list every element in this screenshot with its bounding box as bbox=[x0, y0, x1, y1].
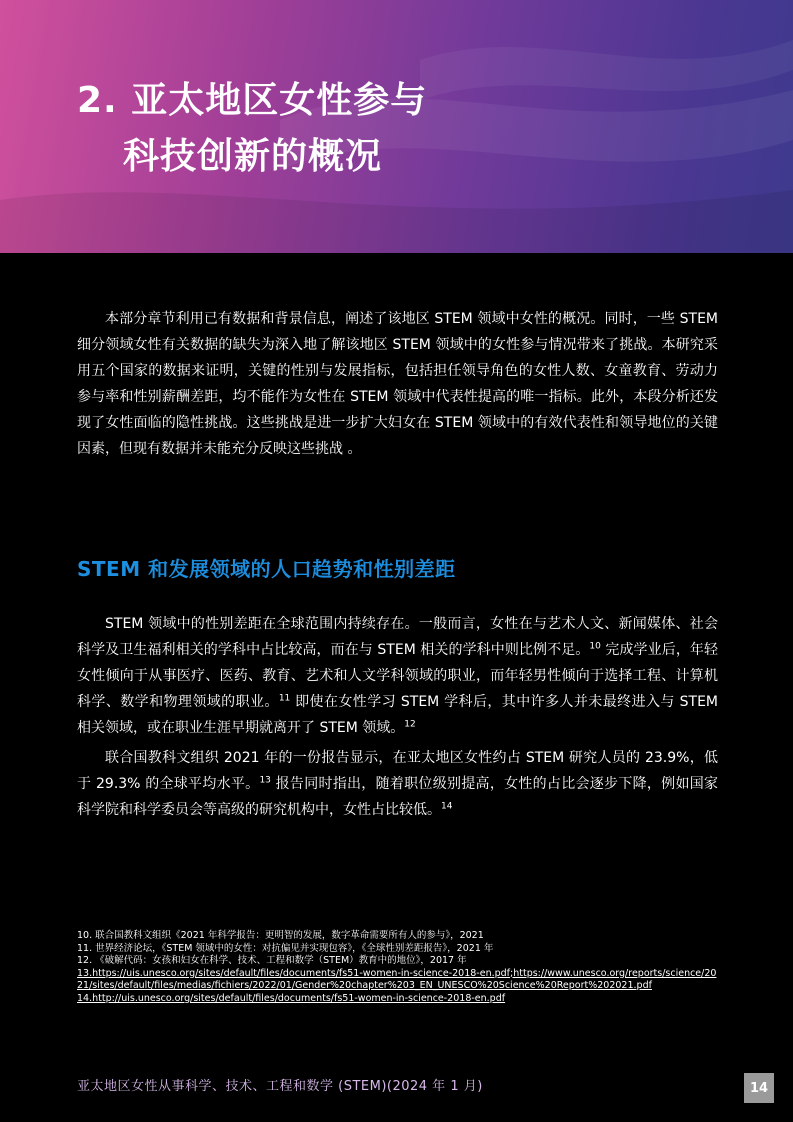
body-p2-text-a: 联合国教科文组织 2021 年的一份报告显示，在亚太地区女性约占 STEM 研究人员的 23.9%，低于 29.3% 的全球平均水平。 bbox=[77, 750, 718, 792]
body-paragraph-2 bbox=[77, 745, 718, 823]
body-p1-text-b: 完成学业后，年轻女性倾向于从事医疗、医药、教育、艺术和人文学科领域的职业，而年轻男性倾向于选择工程、计算机科学、数学和物理领域的职业。 bbox=[77, 642, 719, 710]
footnote-ref-12: 12 bbox=[404, 719, 416, 730]
footnote-14-link[interactable]: 14.http://uis.unesco.org/sites/default/files/documents/fs51-women-in-science-2018-en.pdf bbox=[77, 992, 506, 1004]
page-title-line1: 2. 亚太地区女性参与 bbox=[77, 80, 428, 121]
footnote-ref-11: 11 bbox=[278, 693, 291, 704]
footnote-11: 11. 世界经济论坛，《STEM 领域中的女性：对抗偏见并实现包容》，《全球性别差距报告》，2021 年 bbox=[77, 942, 494, 954]
page-title-line2: 科技创新的概况 bbox=[123, 136, 383, 177]
body-paragraph-1 bbox=[77, 611, 718, 741]
footer-document-title: 亚太地区女性从事科学、技术、工程和数学 (STEM)(2024 年 1 月) bbox=[77, 1079, 483, 1094]
header-banner bbox=[0, 0, 793, 253]
body-p2-text-b: 报告同时指出，随着职位级别提高，女性的占比会逐步下降，例如国家科学院和科学委员会等高级的研究机构中，女性占比较低。 bbox=[77, 776, 719, 818]
footnote-ref-10: 10 bbox=[589, 641, 601, 652]
page-title bbox=[77, 73, 427, 185]
footnote-14 bbox=[77, 993, 718, 1006]
footnote-ref-14: 14 bbox=[441, 801, 453, 812]
footnote-12: 12. 《破解代码：女孩和妇女在科学、技术、工程和数学（STEM）教育中的地位》，2017 年 bbox=[77, 955, 467, 966]
footnote-13 bbox=[77, 968, 718, 993]
section-body bbox=[77, 611, 718, 823]
body-p1-text-a: STEM 领域中的性别差距在全球范围内持续存在。一般而言，女性在与艺术人文、新闻媒体、社会科学及卫生福利相关的学科中占比较高，而在与 STEM 相关的学科中则比例不足。 bbox=[77, 616, 718, 658]
body-p1-text-c: 即使在女性学习 STEM 学科后，其中许多人并未最终进入与 STEM 相关领域，或在职业生涯早期就离开了 STEM 领域。 bbox=[77, 694, 718, 736]
footnote-10: 10. 联合国教科文组织《2021 年科学报告：更明智的发展，数字革命需要所有人的参与》，2021 bbox=[77, 930, 484, 941]
footnote-13-link[interactable]: 13.https://uis.unesco.org/sites/default/files/documents/fs51-women-in-science-2018-en.pdf;https://www.unesco.org/reports/science/2021/sites/default/files/medias/fichiers/2022/01/Gender%20chapter%203_EN_UNESCO%20Science%20Report%202021.pdf bbox=[77, 967, 717, 991]
footnote-ref-13: 13 bbox=[259, 775, 271, 786]
section-heading: STEM 和发展领域的人口趋势和性别差距 bbox=[77, 557, 456, 581]
intro-paragraph: 本部分章节利用已有数据和背景信息，阐述了该地区 STEM 领域中女性的概况。同时，一些 STEM 细分领域女性有关数据的缺失为深入地了解该地区 STEM 领域中的女性参与情况带来了挑战。本研究采用五个国家的数据来证明，关键的性别与发展指标，包括担任领导角色的女性人数、女童教育、劳动力参与率和性别薪酬差距，均不能作为女性在 STEM 领域中代表性提高的唯一指标。此外，本段分析还发现了女性面临的隐性挑战。这些挑战是进一步扩大妇女在 STEM 领域中的有效代表性和领导地位的关键因素，但现有数据并未能充分反映这些挑战 。 bbox=[77, 311, 718, 457]
footnotes bbox=[77, 930, 718, 1005]
page-number-badge: 14 bbox=[744, 1073, 774, 1103]
